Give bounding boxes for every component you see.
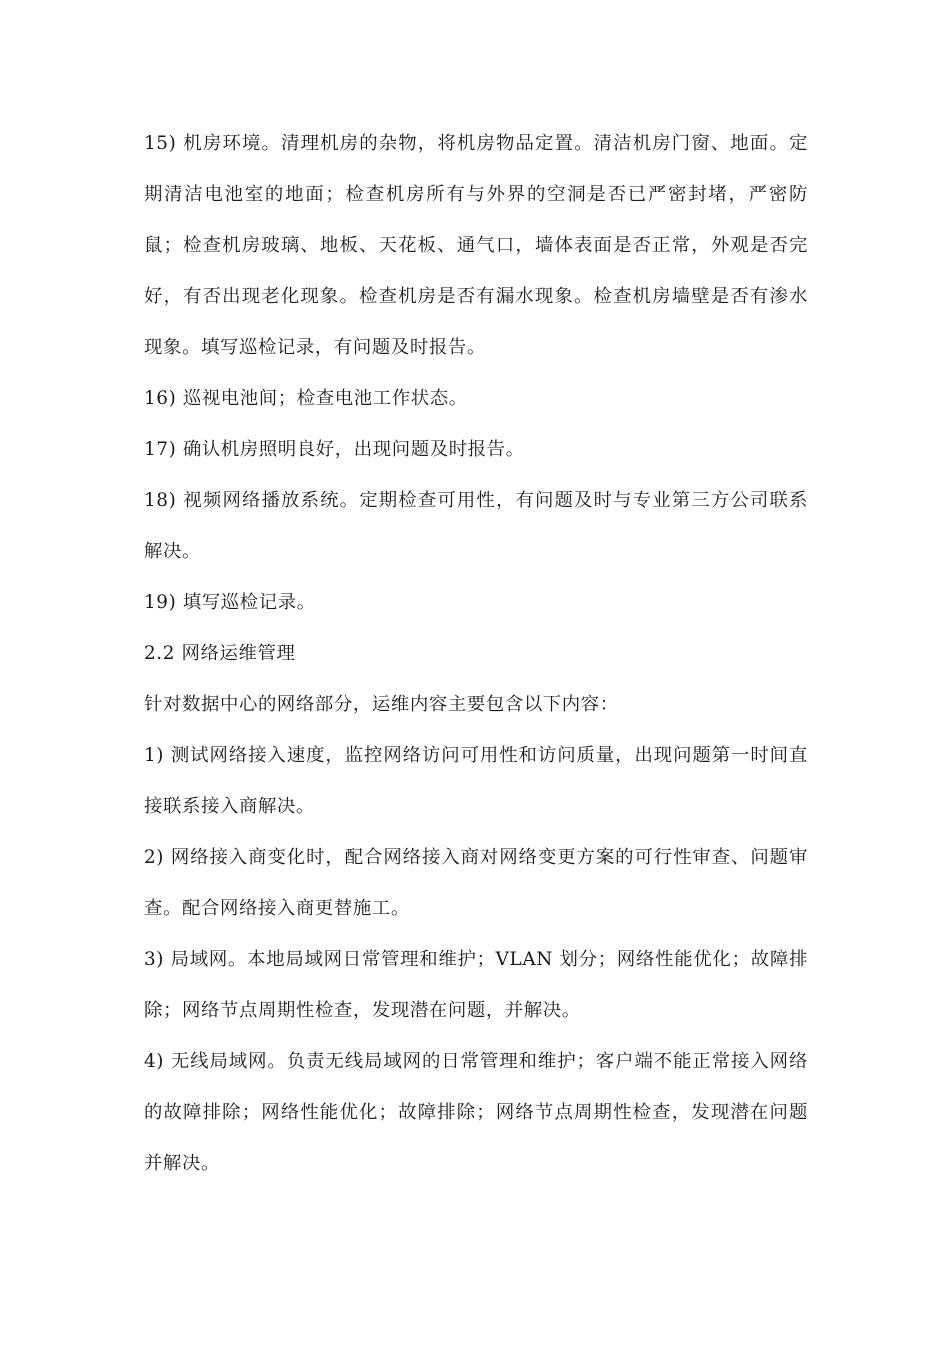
section-heading-network-ops: 2.2 网络运维管理 [144, 643, 296, 664]
paragraph-item-19-inspection-record: 19) 填写巡检记录。 [144, 592, 316, 613]
paragraph-item-2-provider-change: 2) 网络接入商变化时，配合网络接入商对网络变更方案的可行性审查、问题审查。配合网络接入商更替施工。 [144, 847, 808, 919]
paragraph-item-18-video-network: 18) 视频网络播放系统。定期检查可用性，有问题及时与专业第三方公司联系解决。 [144, 490, 808, 562]
paragraph-item-17-lighting: 17) 确认机房照明良好，出现问题及时报告。 [144, 439, 525, 460]
paragraph-item-1-access-speed: 1) 测试网络接入速度，监控网络访问可用性和访问质量，出现问题第一时间直接联系接入商解决。 [144, 745, 808, 817]
paragraph-item-4-wlan: 4) 无线局域网。负责无线局域网的日常管理和维护；客户端不能正常接入网络的故障排除；网络性能优化；故障排除；网络节点周期性检查，发现潜在问题并解决。 [144, 1051, 808, 1174]
section-intro: 针对数据中心的网络部分，运维内容主要包含以下内容： [144, 694, 619, 715]
paragraph-item-16-battery-room: 16) 巡视电池间；检查电池工作状态。 [144, 388, 468, 409]
paragraph-item-15-machine-room-environment: 15) 机房环境。清理机房的杂物，将机房物品定置。清洁机房门窗、地面。定期清洁电池室的地面；检查机房所有与外界的空洞是否已严密封堵，严密防鼠；检查机房玻璃、地板、天花板、通气口，墙体表面是否正常，外观是否完好，有否出现老化现象。检查机房是否有漏水现象。检查机房墙壁是否有渗水现象。填写巡检记录，有问题及时报告。 [144, 133, 808, 358]
document-body [144, 118, 808, 1189]
paragraph-item-3-lan: 3) 局域网。本地局域网日常管理和维护；VLAN 划分；网络性能优化；故障排除；网络节点周期性检查，发现潜在问题，并解决。 [144, 949, 808, 1021]
